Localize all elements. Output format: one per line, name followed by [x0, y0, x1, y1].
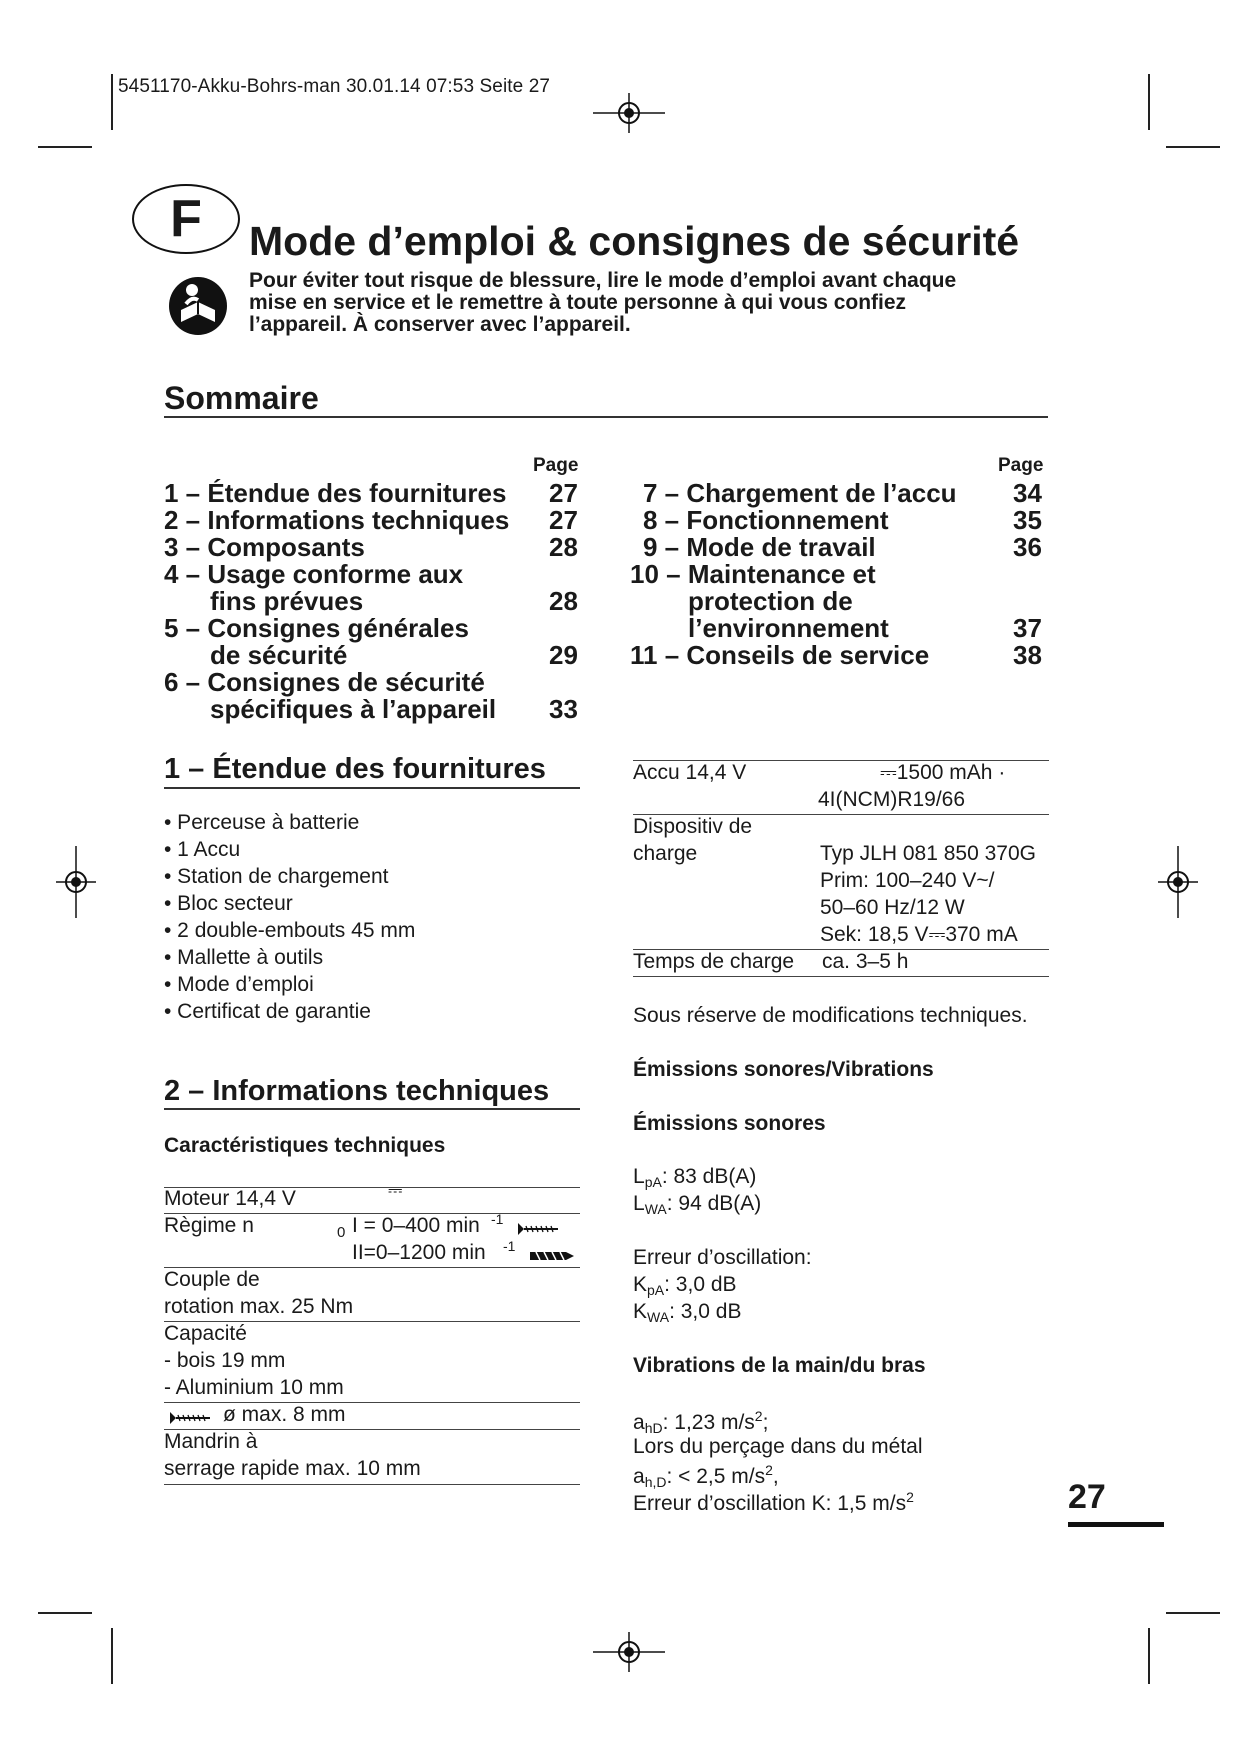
dc-symbol: ⎓ — [388, 1180, 403, 1200]
toc-entry[interactable]: 8 – Fonctionnement — [643, 505, 889, 535]
spec-label: charge — [633, 842, 698, 865]
crop-mark — [1148, 74, 1150, 130]
page-number: 27 — [1068, 1478, 1106, 1516]
spec-label: serrage rapide max. 10 mm — [164, 1457, 421, 1480]
divider — [164, 787, 580, 789]
spec-label: Couple de — [164, 1268, 260, 1291]
print-slug: 5451170-Akku-Bohrs-man 30.01.14 07:53 Seite 27 — [118, 76, 551, 97]
divider — [164, 416, 1048, 418]
toc-entry[interactable]: 9 – Mode de travail — [643, 532, 876, 562]
toc-page: 28 — [549, 586, 578, 616]
toc-entry[interactable]: 6 – Consignes de sécurité — [164, 667, 485, 697]
list-item: • Mallette à outils — [164, 946, 324, 969]
subheading: Émissions sonores/Vibrations — [633, 1058, 934, 1081]
toc-page: 38 — [1013, 640, 1042, 670]
list-item: • Station de chargement — [164, 865, 389, 888]
divider — [164, 1108, 580, 1110]
toc-entry[interactable]: 3 – Composants — [164, 532, 365, 562]
list-item: • Bloc secteur — [164, 892, 293, 915]
spec-label: rotation max. 25 Nm — [164, 1295, 354, 1318]
toc-entry[interactable]: 5 – Consignes générales — [164, 613, 469, 643]
spec-value: Typ JLH 081 850 370G — [820, 842, 1036, 865]
toc-entry-cont[interactable]: protection de — [688, 586, 853, 616]
table-rule — [164, 1484, 580, 1485]
drill-bit-icon — [528, 1249, 576, 1263]
spec-value: I = 0–400 min — [352, 1214, 480, 1237]
warning-line: Pour éviter tout risque de blessure, lire le mode d’emploi avant chaque — [249, 269, 957, 292]
spec-label: Accu 14,4 V — [633, 761, 747, 784]
toc-entry[interactable]: 11 – Conseils de service — [630, 640, 930, 670]
subheading: Caractéristiques techniques — [164, 1134, 446, 1157]
crop-mark — [38, 146, 92, 148]
note: Sous réserve de modifications techniques. — [633, 1004, 1028, 1027]
list-item: • Certificat de garantie — [164, 1000, 371, 1023]
registration-mark-icon — [1158, 846, 1198, 918]
spec-value: Prim: 100–240 V~/ — [820, 869, 995, 892]
toc-page-label: Page — [533, 455, 579, 476]
toc-page: 33 — [549, 694, 578, 724]
spec-value: - Aluminium 10 mm — [164, 1376, 344, 1399]
table-rule — [633, 976, 1049, 977]
list-item: • Mode d’emploi — [164, 973, 314, 996]
spec-value: ⎓1500 mAh · — [880, 761, 1006, 784]
toc-page: 28 — [549, 532, 578, 562]
spec-value: Sek: 18,5 V⎓370 mA — [820, 923, 1018, 946]
toc-entry[interactable]: 10 – Maintenance et — [630, 559, 876, 589]
toc-page: 36 — [1013, 532, 1042, 562]
subheading: Émissions sonores — [633, 1112, 826, 1135]
crop-mark — [111, 1628, 113, 1684]
vibration-value: $a_{h,D}$: < 2,5 $m/s^2$, — [633, 1462, 779, 1490]
crop-mark — [38, 1612, 92, 1614]
toc-entry[interactable]: 7 – Chargement de l’accu — [643, 478, 957, 508]
exponent: -1 — [491, 1211, 504, 1227]
spec-label: Mandrin à — [164, 1430, 258, 1453]
spec-value: ca. 3–5 h — [822, 950, 909, 973]
emission-value: $L_{pA}$: 83 dB(A) — [633, 1165, 757, 1190]
emission-value: $K_{pA}$: 3,0 dB — [633, 1273, 737, 1298]
toc-entry[interactable]: 4 – Usage conforme aux — [164, 559, 464, 589]
toc-page: 29 — [549, 640, 578, 670]
page-number-bar — [1068, 1522, 1164, 1527]
spec-label: Moteur 14,4 V — [164, 1187, 296, 1210]
spec-value: 50–60 Hz/12 W — [820, 896, 965, 919]
spec-value: ø max. 8 mm — [223, 1403, 346, 1426]
toc-page-label: Page — [998, 455, 1044, 476]
spec-value: 4I(NCM)R19/66 — [818, 788, 966, 811]
warning-line: mise en service et le remettre à toute personne à qui vous confiez — [249, 291, 907, 314]
warning-line: l’appareil. À conserver avec l’appareil. — [249, 313, 631, 336]
section-heading: 1 – Étendue des fournitures — [164, 753, 546, 785]
page-title: Mode d’emploi & consignes de sécurité — [249, 218, 1020, 264]
toc-entry-cont[interactable]: spécifiques à l’appareil — [210, 694, 497, 724]
sommaire-heading: Sommaire — [164, 380, 319, 416]
spec-value: II=0–1200 min — [352, 1241, 486, 1264]
toc-entry[interactable]: 2 – Informations techniques — [164, 505, 510, 535]
toc-entry-cont[interactable]: de sécurité — [210, 640, 348, 670]
emission-value: $L_{WA}$: 94 dB(A) — [633, 1192, 762, 1217]
crop-mark — [1166, 1612, 1220, 1614]
emission-label: Erreur d’oscillation: — [633, 1246, 812, 1269]
list-item: • 1 Accu — [164, 838, 241, 861]
crop-mark — [1166, 146, 1220, 148]
toc-page: 34 — [1013, 478, 1042, 508]
spec-label: Capacité — [164, 1322, 247, 1345]
registration-mark-icon — [56, 846, 96, 918]
read-manual-icon — [168, 276, 228, 336]
crop-mark — [111, 74, 113, 130]
regime-subscript: 0 — [337, 1224, 346, 1241]
toc-entry-cont[interactable]: l’environnement — [688, 613, 889, 643]
toc-page: 27 — [549, 505, 578, 535]
spec-value: - bois 19 mm — [164, 1349, 286, 1372]
list-item: • Perceuse à batterie — [164, 811, 360, 834]
vibration-value: Erreur d’oscillation K: 1,5 $m/s^2$ — [633, 1489, 914, 1515]
language-letter: F — [170, 190, 202, 248]
toc-entry-cont[interactable]: fins prévues — [210, 586, 364, 616]
list-item: • 2 double-embouts 45 mm — [164, 919, 416, 942]
toc-entry[interactable]: 1 – Étendue des fournitures — [164, 478, 507, 508]
vibration-label: Lors du perçage dans du métal — [633, 1435, 923, 1458]
emission-value: $K_{WA}$: 3,0 dB — [633, 1300, 742, 1325]
crop-mark — [1148, 1628, 1150, 1684]
spec-label: Règime n — [164, 1214, 254, 1237]
exponent: -1 — [503, 1238, 516, 1254]
screw-icon — [516, 1222, 560, 1236]
toc-page: 37 — [1013, 613, 1042, 643]
spec-label: Temps de charge — [633, 950, 795, 973]
subheading: Vibrations de la main/du bras — [633, 1354, 926, 1377]
registration-mark-icon — [593, 1632, 665, 1672]
toc-page: 27 — [549, 478, 578, 508]
vibration-value: $a_{hD}$: 1,23 $m/s^2$; — [633, 1408, 769, 1436]
toc-page: 35 — [1013, 505, 1042, 535]
screw-icon — [168, 1411, 212, 1425]
registration-mark-icon — [593, 93, 665, 133]
spec-label: Dispositiv de — [633, 815, 753, 838]
section-heading: 2 – Informations techniques — [164, 1075, 550, 1107]
